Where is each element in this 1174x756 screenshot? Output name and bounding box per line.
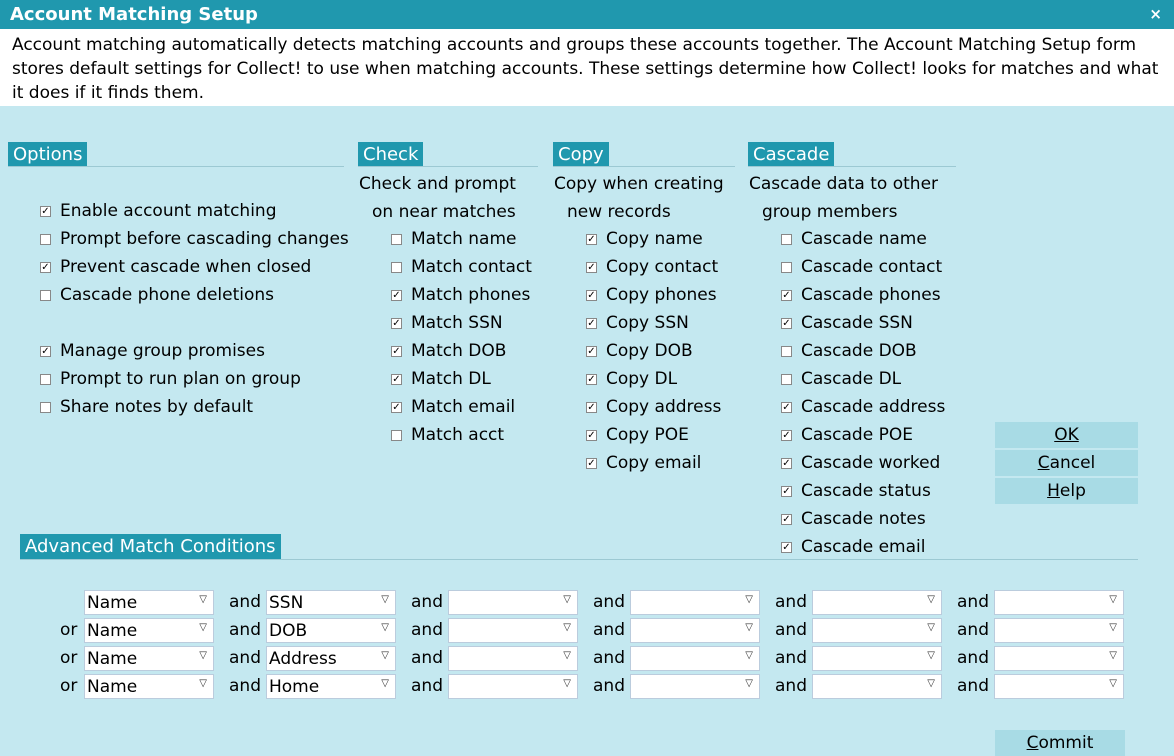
check-checkbox-4[interactable]: ✓ (392, 346, 401, 357)
copy-checkbox-6[interactable]: ✓ (587, 402, 596, 413)
condition-select-r2-c3[interactable] (630, 646, 760, 671)
check-label-7[interactable]: Match acct (411, 425, 505, 445)
check-label-6[interactable]: Match email (411, 397, 516, 417)
or-label: or (60, 676, 78, 696)
help-button-label: Help (1047, 481, 1086, 501)
chevron-down-icon[interactable]: ▽ (199, 622, 207, 633)
condition-select-r2-c1[interactable] (266, 646, 396, 671)
chevron-down-icon[interactable]: ▽ (927, 678, 935, 689)
options-header: Options (8, 142, 87, 167)
check-label-5[interactable]: Match DL (411, 369, 491, 389)
cascade-checkbox-8[interactable]: ✓ (782, 458, 791, 469)
check-subtitle-2: on near matches (372, 202, 516, 222)
check-label-3[interactable]: Match SSN (411, 313, 503, 333)
and-label: and (593, 592, 625, 612)
option-label-5[interactable]: Prompt to run plan on group (60, 369, 301, 389)
chevron-down-icon[interactable]: ▽ (199, 594, 207, 605)
condition-select-r3-c0[interactable] (84, 674, 214, 699)
chevron-down-icon[interactable]: ▽ (381, 594, 389, 605)
and-label: and (775, 620, 807, 640)
and-label: and (593, 620, 625, 640)
cascade-checkbox-6[interactable]: ✓ (782, 402, 791, 413)
condition-select-r3-c5[interactable] (994, 674, 1124, 699)
condition-select-value: Name (87, 593, 138, 613)
copy-checkbox-7[interactable]: ✓ (587, 430, 596, 441)
cascade-checkbox-1[interactable] (781, 262, 792, 273)
cascade-label-1[interactable]: Cascade contact (801, 257, 943, 277)
cascade-subtitle: Cascade data to other (749, 174, 939, 194)
option-checkbox-3[interactable] (40, 290, 51, 301)
cascade-label-4[interactable]: Cascade DOB (801, 341, 917, 361)
chevron-down-icon[interactable]: ▽ (563, 622, 571, 633)
cascade-checkbox-7[interactable]: ✓ (782, 430, 791, 441)
check-checkbox-0[interactable] (391, 234, 402, 245)
condition-select-value: SSN (269, 593, 304, 613)
chevron-down-icon[interactable]: ▽ (563, 650, 571, 661)
check-checkbox-2[interactable]: ✓ (392, 290, 401, 301)
check-checkbox-6[interactable]: ✓ (392, 402, 401, 413)
copy-label-5[interactable]: Copy DL (606, 369, 678, 389)
cascade-label-11[interactable]: Cascade email (801, 537, 926, 557)
advanced-divider (20, 559, 1138, 560)
option-checkbox-1[interactable] (40, 234, 51, 245)
copy-subtitle-2: new records (567, 202, 671, 222)
copy-divider (553, 166, 735, 167)
condition-select-r0-c1[interactable] (266, 590, 396, 615)
window-title: Account Matching Setup (10, 4, 258, 25)
condition-select-r1-c0[interactable] (84, 618, 214, 643)
condition-select-r0-c3[interactable] (630, 590, 760, 615)
options-divider (8, 166, 344, 167)
option-label-3[interactable]: Cascade phone deletions (60, 285, 275, 305)
condition-select-r0-c0[interactable] (84, 590, 214, 615)
and-label: and (957, 592, 989, 612)
and-label: and (411, 620, 443, 640)
advanced-header: Advanced Match Conditions (20, 534, 281, 559)
cascade-label-0[interactable]: Cascade name (801, 229, 927, 249)
condition-select-value: Name (87, 649, 138, 669)
cascade-label-2[interactable]: Cascade phones (801, 285, 941, 305)
help-button[interactable] (995, 478, 1138, 504)
condition-select-r1-c4[interactable] (812, 618, 942, 643)
check-checkbox-1[interactable] (391, 262, 402, 273)
condition-select-r0-c2[interactable] (448, 590, 578, 615)
or-label: or (60, 620, 78, 640)
cascade-divider (748, 166, 956, 167)
or-label: or (60, 648, 78, 668)
copy-checkbox-2[interactable]: ✓ (587, 290, 596, 301)
chevron-down-icon[interactable]: ▽ (927, 622, 935, 633)
check-checkbox-3[interactable]: ✓ (392, 318, 401, 329)
cancel-button[interactable] (995, 450, 1138, 476)
chevron-down-icon[interactable]: ▽ (1109, 594, 1117, 605)
condition-select-r0-c5[interactable] (994, 590, 1124, 615)
and-label: and (229, 676, 261, 696)
chevron-down-icon[interactable]: ▽ (745, 678, 753, 689)
chevron-down-icon[interactable]: ▽ (563, 678, 571, 689)
copy-label-2[interactable]: Copy phones (606, 285, 717, 305)
commit-button-label: Commit (1026, 733, 1094, 753)
cascade-label-10[interactable]: Cascade notes (801, 509, 926, 529)
close-icon[interactable]: × (1149, 5, 1162, 23)
chevron-down-icon[interactable]: ▽ (927, 650, 935, 661)
chevron-down-icon[interactable]: ▽ (199, 650, 207, 661)
condition-select-r1-c5[interactable] (994, 618, 1124, 643)
chevron-down-icon[interactable]: ▽ (563, 594, 571, 605)
chevron-down-icon[interactable]: ▽ (1109, 650, 1117, 661)
option-label-2[interactable]: Prevent cascade when closed (60, 257, 312, 277)
condition-select-r1-c2[interactable] (448, 618, 578, 643)
option-label-4[interactable]: Manage group promises (60, 341, 265, 361)
and-label: and (957, 676, 989, 696)
cascade-label-3[interactable]: Cascade SSN (801, 313, 913, 333)
title-bar (0, 0, 1174, 29)
check-checkbox-7[interactable] (391, 430, 402, 441)
cascade-checkbox-2[interactable]: ✓ (782, 290, 791, 301)
condition-select-value: Home (269, 677, 320, 697)
condition-select-r2-c0[interactable] (84, 646, 214, 671)
cascade-checkbox-3[interactable]: ✓ (782, 318, 791, 329)
and-label: and (411, 592, 443, 612)
condition-select-r2-c2[interactable] (448, 646, 578, 671)
check-checkbox-5[interactable]: ✓ (392, 374, 401, 385)
option-checkbox-6[interactable] (40, 402, 51, 413)
cascade-label-9[interactable]: Cascade status (801, 481, 931, 501)
ok-button-label: OK (1054, 425, 1079, 445)
cascade-checkbox-10[interactable]: ✓ (782, 514, 791, 525)
check-divider (358, 166, 538, 167)
and-label: and (229, 592, 261, 612)
copy-label-1[interactable]: Copy contact (606, 257, 719, 277)
chevron-down-icon[interactable]: ▽ (1109, 678, 1117, 689)
copy-subtitle: Copy when creating (554, 174, 724, 194)
condition-select-r1-c1[interactable] (266, 618, 396, 643)
option-checkbox-0[interactable]: ✓ (41, 206, 50, 217)
chevron-down-icon[interactable]: ▽ (1109, 622, 1117, 633)
cascade-checkbox-5[interactable] (781, 374, 792, 385)
copy-label-7[interactable]: Copy POE (606, 425, 689, 445)
option-checkbox-4[interactable]: ✓ (41, 346, 50, 357)
cascade-subtitle-2: group members (762, 202, 898, 222)
and-label: and (775, 648, 807, 668)
cascade-header: Cascade (748, 142, 834, 167)
copy-checkbox-8[interactable]: ✓ (587, 458, 596, 469)
copy-label-0[interactable]: Copy name (606, 229, 703, 249)
chevron-down-icon[interactable]: ▽ (381, 650, 389, 661)
chevron-down-icon[interactable]: ▽ (381, 622, 389, 633)
condition-select-r3-c1[interactable] (266, 674, 396, 699)
condition-select-r2-c4[interactable] (812, 646, 942, 671)
and-label: and (957, 620, 989, 640)
copy-label-4[interactable]: Copy DOB (606, 341, 693, 361)
condition-select-value: Name (87, 621, 138, 641)
copy-label-8[interactable]: Copy email (606, 453, 702, 473)
chevron-down-icon[interactable]: ▽ (745, 622, 753, 633)
option-label-0[interactable]: Enable account matching (60, 201, 277, 221)
copy-checkbox-3[interactable]: ✓ (587, 318, 596, 329)
copy-checkbox-0[interactable]: ✓ (587, 234, 596, 245)
cascade-checkbox-4[interactable] (781, 346, 792, 357)
condition-select-value: Name (87, 677, 138, 697)
check-subtitle: Check and prompt (359, 174, 516, 194)
copy-checkbox-4[interactable]: ✓ (587, 346, 596, 357)
commit-button[interactable] (995, 730, 1125, 756)
cascade-checkbox-0[interactable] (781, 234, 792, 245)
copy-label-6[interactable]: Copy address (606, 397, 722, 417)
ok-button[interactable] (995, 422, 1138, 448)
chevron-down-icon[interactable]: ▽ (745, 594, 753, 605)
cascade-label-7[interactable]: Cascade POE (801, 425, 913, 445)
condition-select-r1-c3[interactable] (630, 618, 760, 643)
condition-select-value: DOB (269, 621, 308, 641)
condition-select-r0-c4[interactable] (812, 590, 942, 615)
check-label-0[interactable]: Match name (411, 229, 517, 249)
check-header: Check (358, 142, 423, 167)
and-label: and (593, 676, 625, 696)
chevron-down-icon[interactable]: ▽ (927, 594, 935, 605)
and-label: and (957, 648, 989, 668)
copy-checkbox-1[interactable]: ✓ (587, 262, 596, 273)
check-label-1[interactable]: Match contact (411, 257, 532, 277)
copy-label-3[interactable]: Copy SSN (606, 313, 689, 333)
option-checkbox-2[interactable]: ✓ (41, 262, 50, 273)
option-label-1[interactable]: Prompt before cascading changes (60, 229, 349, 249)
and-label: and (593, 648, 625, 668)
condition-select-r2-c5[interactable] (994, 646, 1124, 671)
and-label: and (775, 676, 807, 696)
cancel-button-label: Cancel (1037, 453, 1096, 473)
and-label: and (229, 620, 261, 640)
check-label-2[interactable]: Match phones (411, 285, 531, 305)
option-checkbox-5[interactable] (40, 374, 51, 385)
condition-select-r3-c2[interactable] (448, 674, 578, 699)
check-label-4[interactable]: Match DOB (411, 341, 507, 361)
option-label-6[interactable]: Share notes by default (60, 397, 254, 417)
cascade-checkbox-11[interactable]: ✓ (782, 542, 791, 553)
and-label: and (411, 648, 443, 668)
cascade-checkbox-9[interactable]: ✓ (782, 486, 791, 497)
copy-header: Copy (553, 142, 609, 167)
condition-select-r3-c4[interactable] (812, 674, 942, 699)
chevron-down-icon[interactable]: ▽ (745, 650, 753, 661)
condition-select-value: Address (269, 649, 337, 669)
description-text: Account matching automatically detects matching accounts and groups these accounts together. The Account Matching Setup form stores default settings for Collect! to use when matching accounts. These settings determine how Collect! looks for matches and what it does if it finds them. (0, 29, 1174, 106)
and-label: and (775, 592, 807, 612)
and-label: and (229, 648, 261, 668)
condition-select-r3-c3[interactable] (630, 674, 760, 699)
chevron-down-icon[interactable]: ▽ (199, 678, 207, 689)
and-label: and (411, 676, 443, 696)
cascade-label-8[interactable]: Cascade worked (801, 453, 941, 473)
cascade-label-6[interactable]: Cascade address (801, 397, 946, 417)
copy-checkbox-5[interactable]: ✓ (587, 374, 596, 385)
chevron-down-icon[interactable]: ▽ (381, 678, 389, 689)
cascade-label-5[interactable]: Cascade DL (801, 369, 902, 389)
